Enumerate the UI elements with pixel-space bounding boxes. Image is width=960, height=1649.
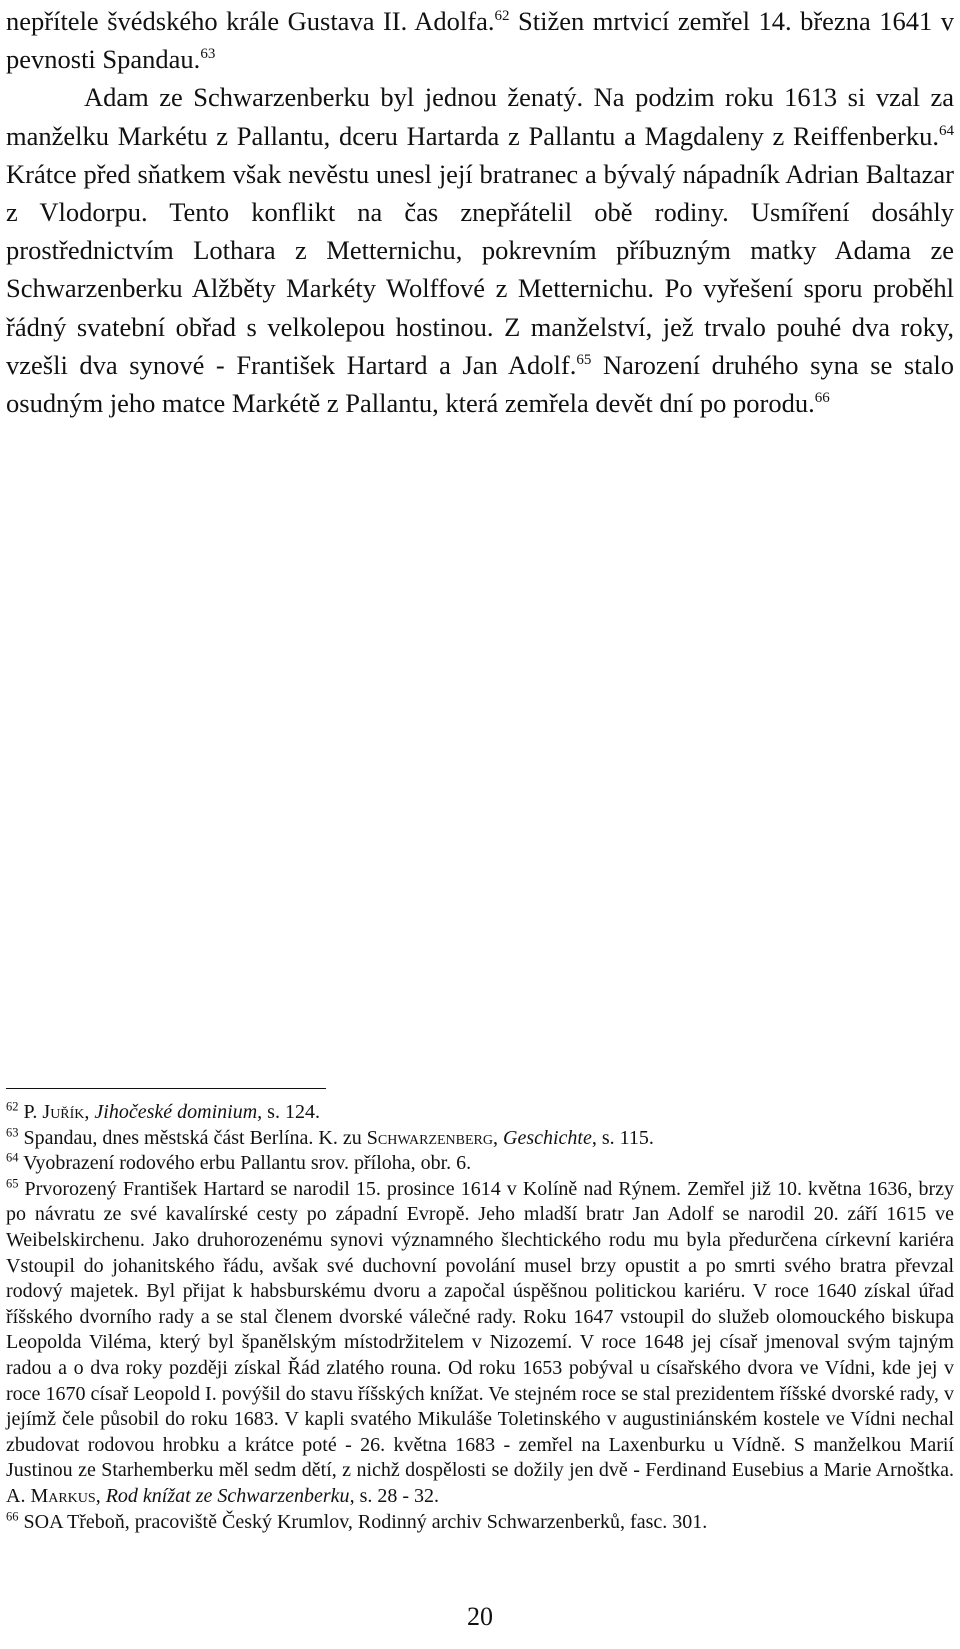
- footnote-text: Spandau, dnes městská část Berlína. K. zu: [18, 1126, 367, 1149]
- footnote-author: Schwarzenberg: [366, 1126, 493, 1149]
- footnote-author: Juřík: [42, 1101, 85, 1123]
- footnote-number: 66: [6, 1508, 19, 1523]
- footnote-text: Vyobrazení rodového erbu Pallantu srov. příloha, obr. 6.: [18, 1152, 472, 1175]
- footnote-64: [6, 1151, 954, 1177]
- footnote-ref-65[interactable]: 65: [576, 352, 592, 368]
- paragraph-1: [6, 2, 954, 78]
- footnote-66: [6, 1510, 954, 1536]
- footnote-text: s. 124.: [262, 1101, 320, 1123]
- paragraph-text: nepřítele švédského krále Gustava II. Adolfa.: [6, 6, 495, 36]
- body-text: [6, 2, 954, 422]
- footnote-text: ,: [84, 1101, 95, 1123]
- footnote-text: , s. 115.: [591, 1126, 654, 1149]
- footnote-ref-64[interactable]: 64: [939, 122, 954, 139]
- footnote-number: 62: [6, 1099, 19, 1114]
- footnote-ref-63[interactable]: 63: [200, 46, 216, 63]
- paragraph-2: [6, 78, 954, 422]
- paragraph-text: Narození druhého syna se stalo osudným jeho matce Markétě z Pallantu, která zemřela devět dní po porodu.: [6, 349, 954, 419]
- footnote-text: P.: [18, 1101, 43, 1123]
- footnote-separator: [6, 1088, 326, 1089]
- footnote-text: ,: [95, 1484, 106, 1507]
- footnote-text: , s. 28 - 32.: [349, 1484, 440, 1507]
- footnote-title: Jihočeské dominium,: [94, 1101, 263, 1123]
- footnote-title: Geschichte: [503, 1126, 592, 1149]
- footnote-title: Rod knížat ze Schwarzenberku: [105, 1484, 350, 1507]
- footnote-ref-66[interactable]: 66: [814, 390, 830, 407]
- footnote-text: Prvorozený František Hartard se narodil 15. prosince 1614 v Kolíně nad Rýnem. Zemřel již 10. května 1636, brzy po návratu ze své kavalírské cesty po západní Evropě. Jeho mladší bratr Jan Adolf se narodil 20. září 1615 ve Weibelskirchenu. Jako druhorozenému synovi významného šlechtického rodu mu byla předurčena církevní kariéra Vstoupil do johanitského řádu, avšak své duchovní povolání musel brzy opustit a po smrti svého bratra převzal rodový majetek. Byl přijat k habsburskému dvoru a započal úspěšnou politickou kariéru. V roce 1640 získal úřad říšského dvorního rady a se stal členem dvorské válečné rady. Roku 1647 vstoupil do služeb olomouckého biskupa Leopolda Viléma, který byl španělským místodržitelem v Nizozemí. V roce 1648 jej císař jmenoval svým tajným radou a o dva roky později získal Řád zlatého rouna. Od roku 1653 pobýval u císařského dvora ve Vídni, kde jej v roce 1670 císař Leopold I. povýšil do stavu říšských knížat. Ve stejném roce se stal prezidentem říšské dvorské rady, v jejímž čele působil do roku 1683. V kapli svatého Mikuláše Toletinského v augustiniánském kostele ve Vídni nechal zbudovat rodovou hrobku a krátce poté - 26. května 1683 - zemřel na Laxenburku u Vídně. S manželkou Marií Justinou ze Starhemberku měl sedm dětí, z nichž dospělosti se dožily jen dvě - Ferdinand Eusebius a Marie Arnoštka. A.: [6, 1177, 954, 1507]
- page-number: 20: [467, 1602, 493, 1631]
- footnote-author: Markus: [30, 1484, 96, 1507]
- footnote-number: 65: [6, 1176, 19, 1191]
- footnote-ref-62[interactable]: 62: [494, 8, 510, 25]
- footnotes: [6, 1100, 954, 1535]
- footnote-number: 63: [6, 1124, 19, 1139]
- footnote-text: SOA Třeboň, pracoviště Český Krumlov, Rodinný archiv Schwarzenberků, fasc. 301.: [18, 1510, 708, 1533]
- footnote-number: 64: [6, 1150, 19, 1165]
- footnote-62: [6, 1100, 954, 1126]
- paragraph-text: Stižen mrtvicí zemřel 14. března 1641 v pevnosti Spandau.: [6, 6, 954, 75]
- footnote-65: [6, 1177, 954, 1510]
- paragraph-text: Krátce před sňatkem však nevěstu unesl její bratranec a bývalý nápadník Adrian Baltazar z Vlodorpu. Tento konflikt na čas znepřátelil obě rodiny. Usmíření dosáhly prostřednictvím Lothara z Metternichu, pokrevním příbuzným matky Adama ze Schwarzenberku Alžběty Markéty Wolffové z Metternichu. Po vyřešení sporu proběhl řádný svatební obřad s velkolepou hostinou. Z manželství, jež trvalo pouhé dva roky, vzešli dva synové - František Hartard a Jan Adolf.: [6, 158, 954, 380]
- footnote-text: ,: [493, 1126, 503, 1149]
- footnote-63: [6, 1126, 954, 1152]
- paragraph-text: Adam ze Schwarzenberku byl jednou ženatý. Na podzim roku 1613 si vzal za manželku Markétu z Pallantu, dceru Hartarda z Pallantu a Magdaleny z Reiffenberku.: [6, 82, 954, 151]
